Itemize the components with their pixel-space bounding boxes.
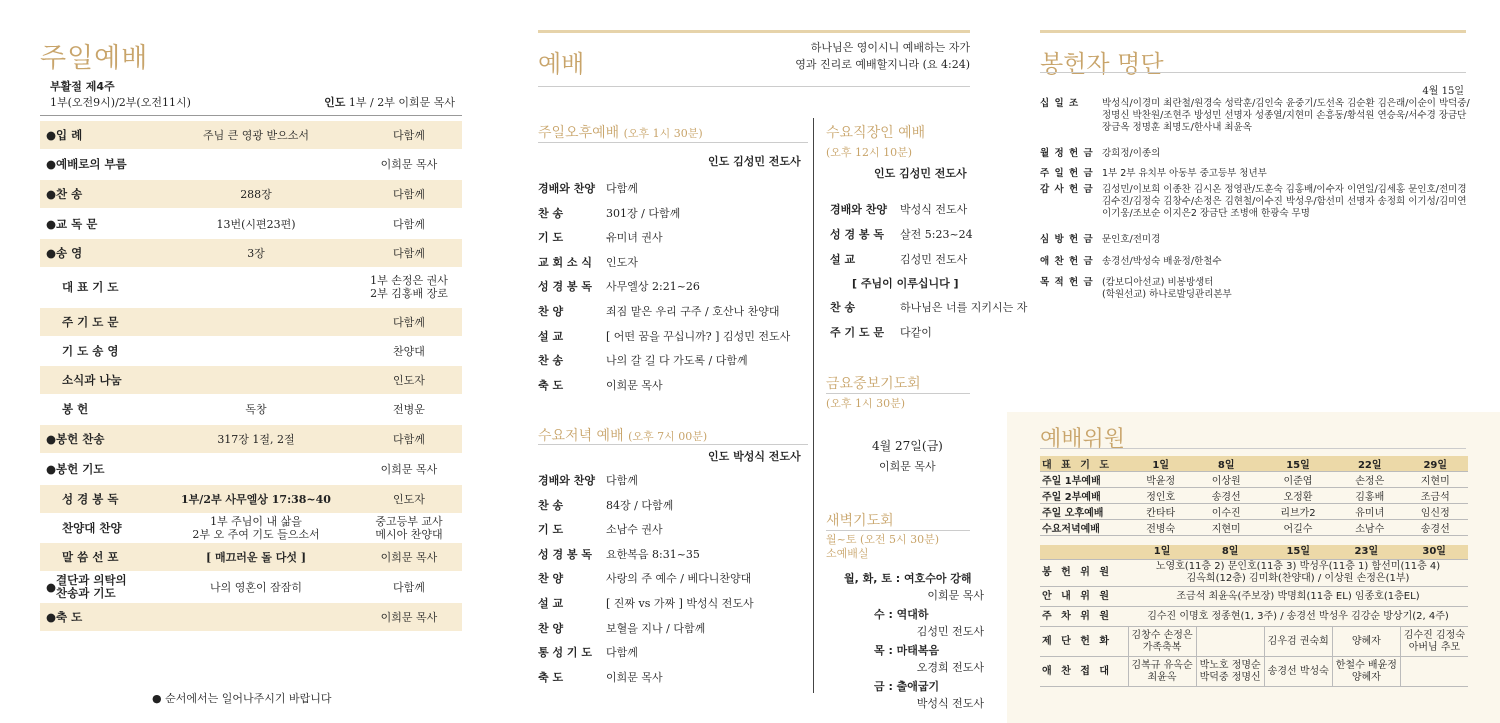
workers-leader: 인도 김성민 전도사 <box>874 167 967 180</box>
table-cell: 지현미 <box>1193 520 1258 536</box>
order-label-text: 주 기 도 문 <box>62 314 119 329</box>
prayer-table <box>1040 456 1468 536</box>
order-label <box>40 493 156 506</box>
friday-date: 4월 27일(금) <box>872 439 943 453</box>
offering-names: 강희정/이종의 <box>1102 148 1161 159</box>
bullet-icon: ● <box>46 245 57 260</box>
order-key: 찬 송 <box>538 498 564 512</box>
leader-line: 인도 1부 / 2부 이희문 목사 <box>324 96 455 109</box>
order-line <box>538 254 638 270</box>
order-person: 이희문 목사 <box>380 462 438 476</box>
verse: 하나님은 영이시니 예배하는 자가 영과 진리로 예배할지니라 (요 4:24) <box>795 41 970 71</box>
order-label <box>40 316 156 329</box>
table-header-cell <box>1040 545 1128 560</box>
order-value: 김성민 전도사 <box>900 253 968 266</box>
order-content: [ 매끄러운 돌 다섯 ] <box>205 550 307 564</box>
table-row <box>1040 587 1468 607</box>
offering-row <box>1040 148 1470 160</box>
order-value: 죄짐 맡은 우리 구주 / 호산나 찬양대 <box>606 305 780 318</box>
order-line <box>538 180 638 196</box>
order-content: 1부/2부 사무엘상 17:38~40 <box>181 492 331 506</box>
order-key: 통 성 기 도 <box>538 646 592 660</box>
worship-committee-title: 예배위원 <box>1040 427 1126 452</box>
table-cell: 정인호 <box>1128 488 1193 504</box>
order-line <box>538 644 638 660</box>
order-key: 기 도 <box>538 231 564 245</box>
table-cell: 지현미 <box>1403 472 1469 488</box>
order-content: 독창 <box>245 402 267 416</box>
table-cell <box>1400 657 1468 687</box>
order-person: 인도자 <box>393 492 425 506</box>
order-line <box>538 377 663 393</box>
order-line <box>830 324 932 340</box>
sunday-worship-column <box>40 0 465 723</box>
order-label <box>40 158 156 171</box>
dawn-day: 금 : 출애굽기 <box>874 680 940 693</box>
order-line <box>538 352 748 368</box>
row-value: 조금석 최윤옥(주보장) 박명희(11층 EL) 임종호(1층EL) <box>1128 587 1468 607</box>
table-row <box>1040 488 1468 504</box>
offering-column <box>1007 0 1500 723</box>
order-value: 박성식 전도사 <box>900 203 968 216</box>
offering-type: 애 찬 헌 금 <box>1040 256 1094 267</box>
offering-type: 주 일 헌 금 <box>1040 168 1094 179</box>
order-label <box>40 551 156 564</box>
row-label: 안 내 위 원 <box>1040 587 1128 607</box>
order-key: 주 기 도 문 <box>830 326 884 339</box>
order-key: 교 회 소 식 <box>538 255 592 269</box>
order-line <box>538 570 751 586</box>
order-label-text: 소식과 나눔 <box>62 372 122 387</box>
section-title: 예배 <box>538 50 585 78</box>
order-row <box>40 210 462 238</box>
order-value: 사랑의 주 예수 / 베다니찬양대 <box>606 572 752 586</box>
order-label-text: 봉 헌 <box>62 401 89 416</box>
table-header-cell: 8일 <box>1196 545 1264 560</box>
order-line <box>538 669 663 685</box>
offering-type: 월 정 헌 금 <box>1040 148 1094 159</box>
order-key: 찬 송 <box>538 354 564 368</box>
order-line <box>538 595 754 611</box>
order-value: 다같이 <box>900 326 932 339</box>
order-line <box>538 546 700 562</box>
table-header-cell: 1일 <box>1128 545 1196 560</box>
order-row <box>40 269 462 305</box>
table-cell: 송경선 <box>1403 520 1469 536</box>
order-value: 다함께 <box>606 646 638 660</box>
order-row <box>40 337 462 365</box>
order-person: 이희문 목사 <box>380 550 438 564</box>
table-header-cell: 29일 <box>1403 456 1469 472</box>
order-key: 경배와 찬양 <box>830 203 887 216</box>
order-label-text: 대 표 기 도 <box>62 279 119 294</box>
order-line <box>830 299 1027 315</box>
dawn-preacher: 김성민 전도사 <box>916 625 984 638</box>
offering-date: 4월 15일 <box>1422 86 1464 97</box>
table-header <box>1040 456 1468 472</box>
order-label <box>40 374 156 387</box>
table-cell: 소남수 <box>1337 520 1402 536</box>
offering-title: 봉헌자 명단 <box>1040 50 1164 78</box>
order-row <box>40 485 462 513</box>
order-content: 주님 큰 영광 받으소서 <box>202 128 310 142</box>
order-label <box>40 463 156 476</box>
order-person: 중고등부 교사 메시아 찬양대 <box>375 515 443 541</box>
footer-note: ● 순서에서는 일어나주시기 바랍니다 <box>152 692 332 705</box>
table-cell: 이상원 <box>1193 472 1258 488</box>
order-label-text: 말 씀 선 포 <box>62 549 119 564</box>
order-line <box>830 226 973 242</box>
order-label-text: 축 도 <box>56 609 83 624</box>
order-person: 다함께 <box>393 187 425 201</box>
order-content: 13번(시편23편) <box>216 217 296 231</box>
order-label <box>40 611 156 624</box>
order-line <box>830 251 967 267</box>
offering-names: 송경선/박성숙 배윤정/한철수 <box>1102 256 1222 267</box>
table-cell: 주일 2부예배 <box>1040 488 1128 504</box>
friday-preacher: 이희문 목사 <box>879 460 936 473</box>
order-row <box>40 150 462 178</box>
table-cell: 오정환 <box>1259 488 1337 504</box>
order-line <box>538 472 638 488</box>
order-value: 사무엘상 2:21~26 <box>606 280 700 294</box>
order-line <box>538 521 663 537</box>
order-value: [ 진짜 vs 가짜 ] 박성식 전도사 <box>606 597 754 610</box>
workers-time: (오후 12시 10분) <box>826 146 913 159</box>
offering-type: 십 일 조 <box>1040 98 1080 109</box>
order-label <box>40 574 156 600</box>
order-value: 보혈을 지나 / 다함께 <box>606 621 706 635</box>
table-row <box>1040 657 1468 687</box>
worship-column <box>538 0 1028 723</box>
order-person: 다함께 <box>393 246 425 260</box>
order-row <box>40 425 462 453</box>
order-value: 다함께 <box>606 182 638 195</box>
offering-row <box>1040 234 1470 246</box>
order-row <box>40 121 462 149</box>
order-key: 설 교 <box>538 329 564 343</box>
table-cell: 주일 1부예배 <box>1040 472 1128 488</box>
offering-names: 문인호/전미경 <box>1102 234 1161 245</box>
dawn-preacher: 이희문 목사 <box>927 589 984 602</box>
order-line <box>538 278 700 294</box>
table-header-cell: 15일 <box>1259 456 1337 472</box>
order-label <box>40 522 156 535</box>
table-row <box>1040 627 1468 657</box>
table-row <box>1040 520 1468 536</box>
dawn-day: 수 : 역대하 <box>874 608 929 621</box>
order-value: 다함께 <box>606 474 638 487</box>
order-value: 유미녀 권사 <box>606 231 663 245</box>
order-row <box>40 455 462 483</box>
table-cell: 유미녀 <box>1337 504 1402 520</box>
order-row <box>40 572 462 602</box>
order-value: 이희문 목사 <box>606 378 663 392</box>
order-content: 288장 <box>240 187 272 201</box>
order-content: 나의 영혼이 잠잠히 <box>209 580 302 594</box>
table-cell: 김창수 손정은 가족축복 <box>1128 627 1196 657</box>
workers-service-heading: 수요직장인 예배 <box>826 125 926 141</box>
divider <box>538 142 808 143</box>
order-value: 하나님은 너를 지키시는 자 <box>900 301 1028 314</box>
service-times: 1부(오전9시)/2부(오전11시) <box>50 96 191 109</box>
offering-type: 감 사 헌 금 <box>1040 184 1094 195</box>
order-row <box>40 603 462 631</box>
row-label: 봉 헌 위 원 <box>1040 560 1128 587</box>
table-cell: 박윤정 <box>1128 472 1193 488</box>
order-value: 이희문 목사 <box>606 670 663 684</box>
table-cell: 이수진 <box>1193 504 1258 520</box>
order-key: 성 경 봉 독 <box>538 547 592 561</box>
order-key: 설 교 <box>538 597 564 610</box>
table-header-cell: 22일 <box>1337 456 1402 472</box>
workers-sermon-title: [ 주님이 이루십니다 ] <box>852 277 959 290</box>
row-value: 김수진 이명호 정종현(1, 3주) / 송경선 박성우 김강순 방상기(2, 4주) <box>1128 607 1468 627</box>
order-label <box>40 129 156 142</box>
order-person: 이희문 목사 <box>380 157 438 171</box>
order-label <box>40 433 156 446</box>
order-line <box>538 497 673 513</box>
table-row <box>1040 607 1468 627</box>
order-label-text: 기 도 송 영 <box>62 343 119 358</box>
order-line <box>830 201 967 217</box>
divider <box>826 393 970 394</box>
order-key: 찬 양 <box>538 621 564 635</box>
order-label-text: 봉헌 찬송 <box>56 431 105 446</box>
order-key: 찬 송 <box>830 301 856 314</box>
dawn-prayer-heading: 새벽기도회 <box>826 513 894 529</box>
divider <box>538 444 808 445</box>
divider <box>1040 448 1466 449</box>
order-key: 성 경 봉 독 <box>538 280 592 294</box>
order-label-text: 입 례 <box>56 127 83 142</box>
order-value: 나의 갈 길 다 가도록 / 다함께 <box>606 354 748 368</box>
order-label <box>40 247 156 260</box>
order-line <box>538 328 790 344</box>
order-label-text: 교 독 문 <box>56 216 98 231</box>
order-label-text: 찬양대 찬양 <box>62 520 122 535</box>
bullet-icon: ● <box>46 156 57 171</box>
order-value: [ 어떤 꿈을 꾸십니까? ] 김성민 전도사 <box>606 329 791 343</box>
table-header <box>1040 545 1468 560</box>
dawn-day: 월, 화, 토 : 여호수아 강해 <box>844 572 972 585</box>
bullet-icon: ● <box>46 609 57 624</box>
table-cell: 박노호 정명순 박덕중 정명신 <box>1196 657 1264 687</box>
table-cell: 김수진 김정숙 아버님 추모 <box>1400 627 1468 657</box>
order-key: 찬 양 <box>538 305 564 318</box>
order-value: 84장 / 다함께 <box>606 498 674 512</box>
table-cell: 주일 오후예배 <box>1040 504 1128 520</box>
order-label-text: 송 영 <box>56 245 83 260</box>
afternoon-service-heading: 주일오후예배 (오후 1시 30분) <box>538 125 703 141</box>
order-person: 다함께 <box>393 217 425 231</box>
table-cell: 김홍배 <box>1337 488 1402 504</box>
order-label <box>40 345 156 358</box>
table-cell: 어길수 <box>1259 520 1337 536</box>
order-person: 인도자 <box>393 373 425 387</box>
offering-row <box>1040 168 1470 180</box>
table-cell: 한철수 배윤정 양혜자 <box>1332 657 1400 687</box>
table-header-cell: 15일 <box>1264 545 1332 560</box>
table-header-cell: 23일 <box>1332 545 1400 560</box>
order-label-text: 결단과 의탁의 찬송과 기도 <box>56 573 127 600</box>
season-label: 부활절 제4주 <box>50 80 115 93</box>
table-cell: 김복규 유옥순 최윤옥 <box>1128 657 1196 687</box>
offering-row <box>1040 184 1470 220</box>
table-header-cell: 8일 <box>1193 456 1258 472</box>
order-label-text: 찬 송 <box>56 186 83 201</box>
row-value: 노영호(11층 2) 문인호(11층 3) 박성우(11층 1) 함선미(11층 4) 김옥희(12층) 김미화(찬양대) / 이상원 손정은(1부) <box>1128 560 1468 587</box>
order-key: 성 경 봉 독 <box>830 228 884 241</box>
table-header-cell: 1일 <box>1128 456 1193 472</box>
offering-names: 1부 2부 유치부 아동부 중고등부 청년부 <box>1102 168 1267 179</box>
order-label-text: 예배로의 부름 <box>56 156 127 171</box>
table-cell: 이준엽 <box>1259 472 1337 488</box>
bullet-icon: ● <box>46 579 57 594</box>
table-cell: 칸타타 <box>1128 504 1193 520</box>
top-rule <box>1040 30 1466 33</box>
order-label <box>40 218 156 231</box>
divider <box>1040 72 1466 73</box>
wednesday-leader: 인도 박성식 전도사 <box>708 450 801 463</box>
table-cell: 수요저녁예배 <box>1040 520 1128 536</box>
table-cell: 김우검 권숙희 <box>1264 627 1332 657</box>
table-cell: 조금석 <box>1403 488 1469 504</box>
order-person: 다함께 <box>393 128 425 142</box>
row-label: 제 단 헌 화 <box>1040 627 1128 657</box>
offering-type: 심 방 헌 금 <box>1040 234 1094 245</box>
offering-names: 박성식/이경미 최란철/원경숙 성락훈/김인숙 윤중기/도선옥 김순환 김은래/이순이 박덕중/정명신 박찬원/조현주 방성민 선명자 성종열/지현미 손흥동/황석원 연승욱/서수경 장금단 장금옥 정명훈 최명도/한사내 최윤옥 <box>1102 98 1470 133</box>
offering-row <box>1040 256 1470 268</box>
table-cell: 송경선 <box>1193 488 1258 504</box>
order-key: 경배와 찬양 <box>538 474 595 487</box>
dawn-preacher: 오경희 전도사 <box>916 661 984 674</box>
dawn-time: 월~토 (오전 5시 30분) <box>826 533 940 546</box>
friday-time: (오후 1시 30분) <box>826 397 906 410</box>
order-person: 다함께 <box>393 580 425 594</box>
table-cell: 손정은 <box>1337 472 1402 488</box>
table-cell: 전병숙 <box>1128 520 1193 536</box>
order-row <box>40 395 462 423</box>
order-value: 소남수 권사 <box>606 523 663 537</box>
order-content: 317장 1절, 2절 <box>217 432 295 446</box>
row-label: 애 찬 접 대 <box>1040 657 1128 687</box>
table-cell <box>1196 627 1264 657</box>
order-person: 전병운 <box>393 402 425 416</box>
table-cell: 리브가2 <box>1259 504 1337 520</box>
order-value: 살전 5:23~24 <box>900 228 973 241</box>
order-row <box>40 543 462 571</box>
top-rule <box>538 30 970 33</box>
table-header-cell: 대 표 기 도 <box>1040 456 1128 472</box>
order-row <box>40 239 462 267</box>
bullet-icon: ● <box>46 461 57 476</box>
table-cell: 양혜자 <box>1332 627 1400 657</box>
order-label <box>40 403 156 416</box>
order-value: 301장 / 다함께 <box>606 206 681 220</box>
order-person: 다함께 <box>393 432 425 446</box>
order-row <box>40 514 462 542</box>
column-divider <box>813 118 814 693</box>
page-title: 주일예배 <box>40 43 149 74</box>
table-row <box>1040 560 1468 587</box>
order-key: 찬 송 <box>538 206 564 220</box>
order-person: 이희문 목사 <box>380 610 438 624</box>
dawn-preacher: 박성식 전도사 <box>916 697 984 710</box>
order-value: 요한복음 8:31~35 <box>606 547 700 561</box>
order-line <box>538 620 705 636</box>
row-label: 주 차 위 원 <box>1040 607 1128 627</box>
divider <box>538 86 970 87</box>
table-header-cell: 30일 <box>1400 545 1468 560</box>
order-person: 다함께 <box>393 315 425 329</box>
bullet-icon: ● <box>46 127 57 142</box>
order-content: 3장 <box>247 246 265 260</box>
bullet-icon: ● <box>46 216 57 231</box>
order-key: 축 도 <box>538 670 564 684</box>
order-row <box>40 366 462 394</box>
dawn-place: 소예배실 <box>826 547 869 560</box>
offering-row <box>1040 277 1470 301</box>
offering-names: (캄보디아선교) 비봉방생터 (학원선교) 하나로발딩관리본부 <box>1102 277 1232 300</box>
order-line <box>538 303 779 319</box>
order-key: 기 도 <box>538 523 564 537</box>
order-value: 인도자 <box>606 255 638 269</box>
order-key: 경배와 찬양 <box>538 182 595 195</box>
table-row <box>1040 472 1468 488</box>
dawn-day: 목 : 마태복음 <box>874 644 940 657</box>
afternoon-leader: 인도 김성민 전도사 <box>708 155 801 168</box>
order-line <box>538 229 663 245</box>
order-label-text: 봉헌 기도 <box>56 461 105 476</box>
order-row <box>40 180 462 208</box>
order-person: 찬양대 <box>393 344 425 358</box>
order-key: 찬 양 <box>538 572 564 586</box>
table-cell: 송경선 박성숙 <box>1264 657 1332 687</box>
committee-table <box>1040 545 1468 687</box>
order-key: 축 도 <box>538 378 564 392</box>
offering-names: 김성민/이보희 이종찬 김시온 정영관/도훈숙 김홍배/이수자 이연일/김세홍 문인호/전미경 김수진/김정숙 김창수/손정은 김현철/이수진 박성우/함선미 선명자 송정희 이기성/김미연 이기웅/조보순 이지은2 장금단 조병애 한광숙 무명 <box>1102 184 1467 219</box>
offering-row <box>1040 98 1470 134</box>
order-row <box>40 308 462 336</box>
order-person: 1부 손정은 권사 2부 김홍배 장로 <box>370 274 448 300</box>
wednesday-evening-heading: 수요저녁 예배 (오후 7시 00분) <box>538 428 708 444</box>
offering-type: 목 적 헌 금 <box>1040 277 1094 288</box>
divider <box>40 115 462 116</box>
order-line <box>538 205 680 221</box>
bullet-icon: ● <box>46 431 57 446</box>
order-label <box>40 188 156 201</box>
table-cell: 임신정 <box>1403 504 1469 520</box>
bullet-icon: ● <box>46 186 57 201</box>
order-content: 1부 주님이 내 삶을 2부 오 주여 기도 들으소서 <box>192 515 320 541</box>
friday-prayer-heading: 금요중보기도회 <box>826 376 921 392</box>
order-label-text: 성 경 봉 독 <box>62 491 119 506</box>
table-row <box>1040 504 1468 520</box>
order-key: 설 교 <box>830 253 856 266</box>
order-label <box>40 281 156 294</box>
